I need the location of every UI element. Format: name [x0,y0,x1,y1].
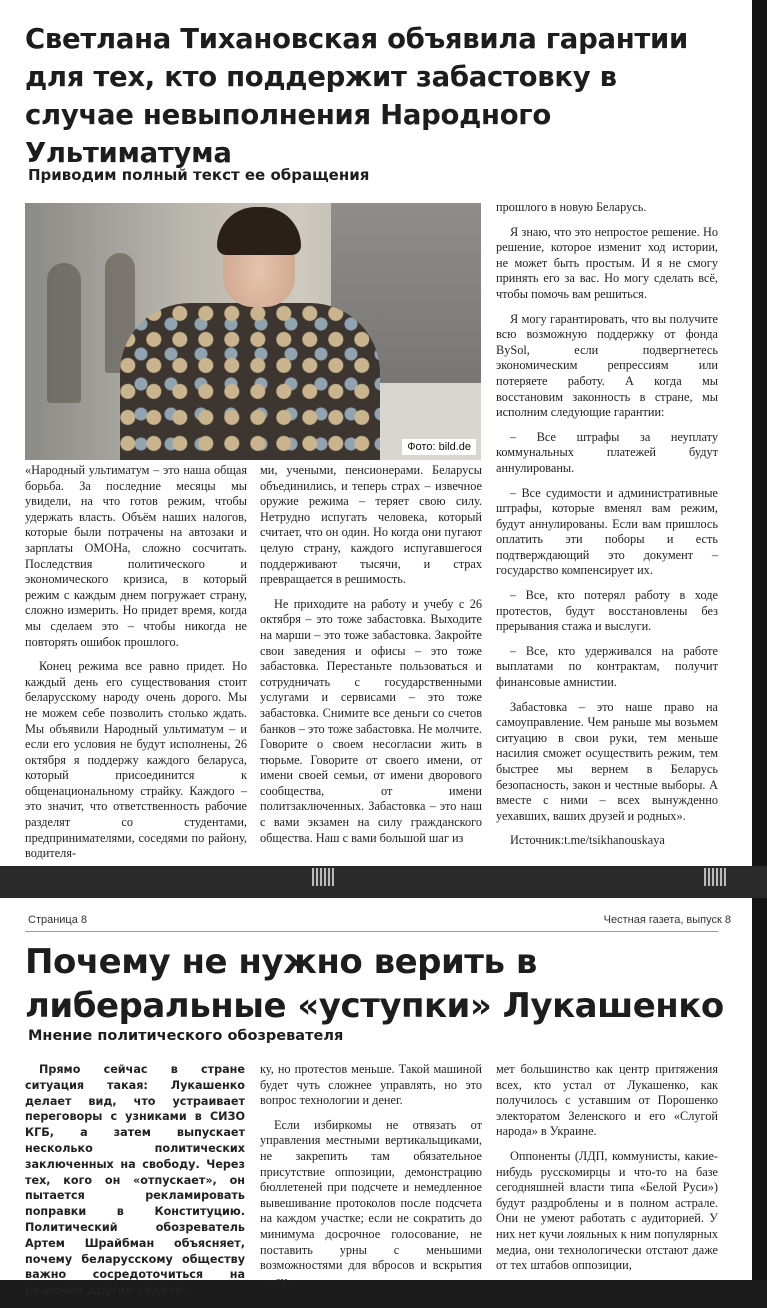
page-number: Страница 8 [28,914,88,926]
paragraph: «Народный ультиматум – это наша общая борьба. За последние месяцы мы увидели, на что готов режим, чтобы удержать власть. Объём наших налогов, которые были потрачены на автозаки и зарплаты ОМОНа, сложно сосчитать. Последствия политического и экономического кризиса, в который режим с каждым днем погружает страну, сложно измерить. Но придет время, когда мы сделаем это – чтобы никогда не повторять ошибок прошлого. [25,463,247,649]
guarantee-item: – Все судимости и административные штрафы, которые вменял вам режим, будут аннулированы. Если вам пришлось оплатить эти поборы и есть подтверждающий это документ – государство компенсирует их. [496,485,718,578]
background-edge [752,898,767,1280]
article-headline-2: Почему не нужно верить в либеральные «уступки» Лукашенко [25,942,724,1026]
paragraph: Конец режима все равно придет. Но каждый день его существования стоит беларусскому народу очень дорого. Мы не можем себе позволить столько ждать. Мы объявили Народный ультиматум – и если его условия не будут исполнены, 26 октября я поддержу каждого беларуса, который присоединится к общенациональному страйку. Каждого – это значит, что ответственность рабочие разделят со студентами, предпринимателями, соседями по району, водителя- [25,659,247,861]
page-gap-strip [0,866,767,898]
article-column-3 [496,200,718,858]
article-column-2 [260,463,482,855]
qr-code-icon [312,868,334,886]
article-subhead: Приводим полный текст ее обращения [28,166,370,184]
background-figure [47,263,81,403]
guarantee-item: – Все, кто удерживался на работе выплатами по контрактам, получит финансовые амнистии. [496,643,718,690]
paragraph: Я знаю, что это непростое решение. Но решение, которое изменит ход истории, не может быть простым. И я не смогу принять его за вас. Но могу сделать всё, чтобы помочь вам решиться. [496,224,718,301]
photo-credit: Фото: bild.de [402,439,476,455]
source-line: Источник:t.me/tsikhanouskaya [510,833,665,848]
lead-paragraph: Прямо сейчас в стране ситуация такая: Лукашенко делает вид, что устраивает переговоры с узниками в СИЗО КГБ, а затем выпускает несколько политических заключенных на свободу. Через тех, кого он «отпускает», он пытается рекламировать поправки в Конституцию. Политический обозреватель Артем Шрайбман объясняет, почему беларусскому обществу важно сосредоточиться на решении другой задачи. [25,1063,245,1298]
paragraph: мет большинство как центр притяжения всех, кто устал от Лукашенко, как получилось с уставшим от Порошенко электоратом Зеленского и его «Слугой народа» в Украине. [496,1062,718,1139]
article-column-1 [25,463,247,871]
paragraph: Не приходите на работу и учебу с 26 октября – это тоже забастовка. Выходите на марши – это тоже забастовка. Закройте свои заведения и офисы – это тоже забастовка. Перестаньте пользоваться и сотрудничать с государственными услугами и сервисами – это тоже забастовка. Снимите все деньги со счетов банков – это тоже забастовка. Не молчите. Говорите о своем несогласии жить в тюрьме. Говорите от своего имени, от имени своей семьи, от имени дворового сообщества, от имени политзаключенных. Забастовка – это наш с вами экзамен на силу гражданского общества. Наш с вами большой шаг из [260,596,482,845]
guarantee-item: – Все, кто потерял работу в ходе протестов, будут восстановлены без прерывания стажа и выслуги. [496,588,718,634]
article-photo [25,203,481,460]
article-subhead-2: Мнение политического обозревателя [28,1028,344,1044]
paragraph: прошлого в новую Беларусь. [496,200,647,214]
paragraph: ми, учеными, пенсионерами. Беларусы объединились, и теперь страх – извечное оружие режима – теряет свою силу. Нетрудно испугать человека, который считает, что он один. Но когда они пугают целую страну, каждого испугавшегося поддерживают тысячи, и страх превращается в решимость. [260,463,482,587]
paragraph: Я могу гарантировать, что вы получите всю возможную поддержку от фонда BySol, если подвергнетесь экономическим репрессиям или потеряете работу. А когда мы восстановим законность в стране, мы исполним следующие гарантии: [496,311,718,420]
paragraph: Если избиркомы не отвязать от управления местными вертикальщиками, не закрепить там обязательное присутствие оппозиции, демонстрацию бюллетеней при подсчете и немедленное вывешивание протоколов после подсчета на каждом участке; если не сократить до минимума досрочное голосование, не поставить урны с меньшими возможностями для вбросов и вскрытия — си- [260,1117,482,1288]
article2-lead [25,1062,245,1308]
issue-label: Честная газета, выпуск 8 [603,914,731,926]
background-edge [752,0,767,866]
paragraph: Забастовка – это наше право на самоуправление. Чем раньше мы возьмем ситуацию в свои руки, тем меньше насилия сможет осуществить режим, тем быстрее мы вернем в Беларусь безопасность, закон и честные выборы. А вместе с ними – всех вынужденно уехавших, ваших друзей и родных». [496,699,718,823]
paragraph: Оппоненты (ЛДП, коммунисты, какие-нибудь русскомирцы и что-то на базе сегодняшней власти типа «Белой Руси») будут раздроблены и в полном астрале. Они не умеют работать с аудиторией. У них нет кучи лояльных к ним популярных медиа, они технологически отстают даже от тех штабов оппозиции, [496,1148,718,1273]
portrait-body [120,303,380,460]
article2-column-3 [496,1062,718,1283]
article2-column-2 [260,1062,482,1298]
header-rule [25,931,718,932]
paragraph: ку, но протестов меньше. Такой машиной будет чуть сложнее управлять, но это вопрос технологии и денег. [260,1062,482,1108]
article-headline: Светлана Тихановская объявила гарантии для тех, кто поддержит забастовку в случае невыполнения Народного Ультиматума [25,23,688,169]
portrait-hair [217,207,301,255]
guarantee-item: – Все штрафы за неуплату коммунальных платежей будут аннулированы. [496,429,718,475]
qr-code-icon [704,868,726,886]
